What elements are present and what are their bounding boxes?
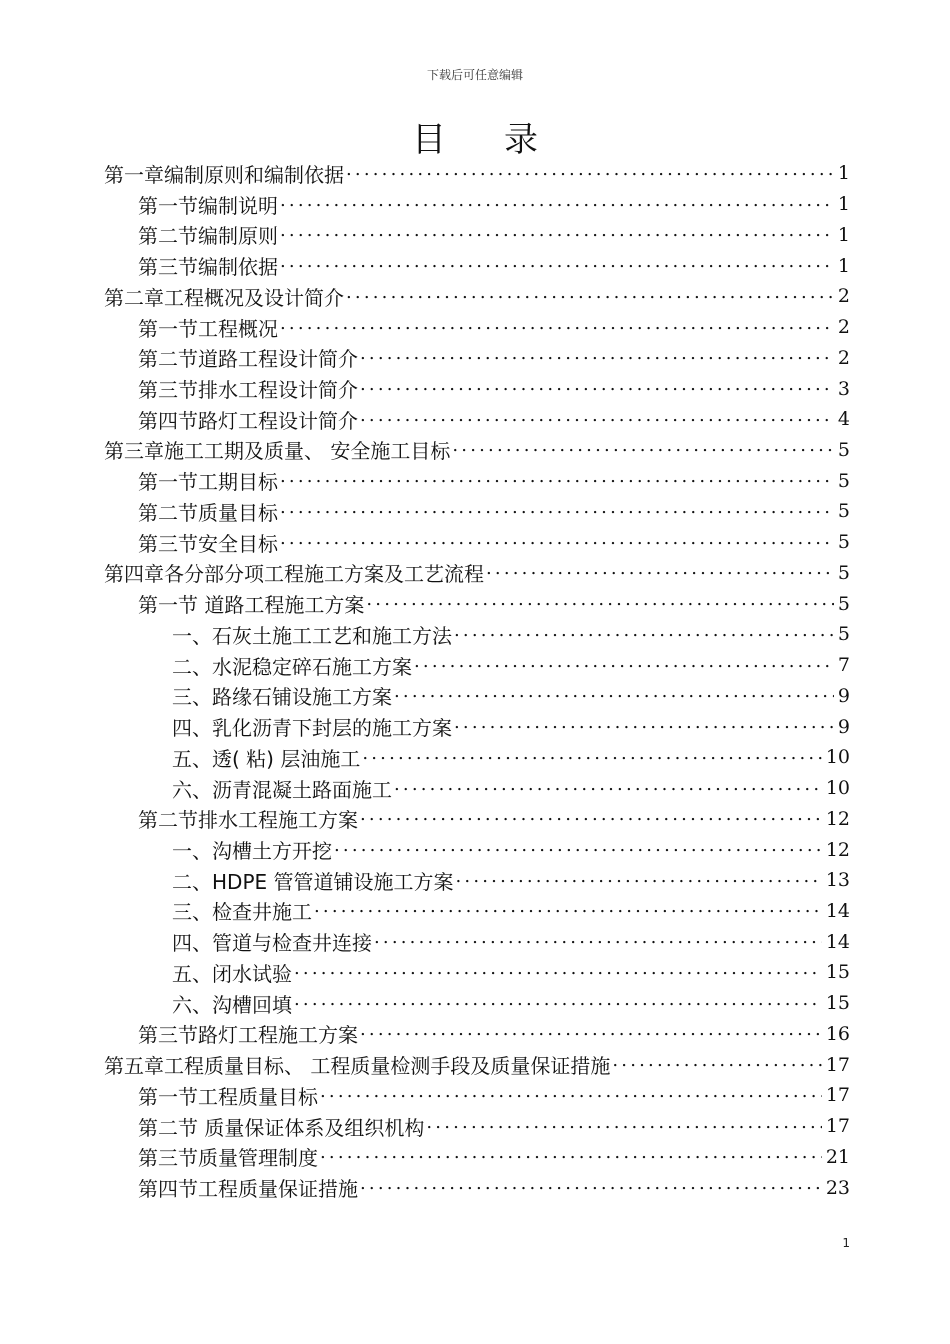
toc-entry-title: 沥青混凝土路面施工 (212, 777, 392, 802)
toc-entry[interactable] (104, 527, 850, 558)
toc-entry[interactable] (104, 926, 850, 957)
toc-entry-page: 12 (825, 807, 850, 830)
toc-dot-leader (292, 989, 822, 1018)
toc-entry-number: 第三章 (104, 439, 164, 464)
toc-entry-page: 2 (837, 316, 850, 339)
toc-entry-title: 沟槽回填 (212, 992, 292, 1017)
toc-entry-number: 第三节 (138, 378, 198, 402)
toc-entry-page: 17 (825, 1053, 850, 1076)
toc-entry-number: 第三节 (138, 1146, 198, 1171)
toc-entry-title: 路灯工程设计简介 (198, 408, 358, 433)
toc-dot-leader (392, 681, 834, 710)
toc-entry[interactable] (104, 219, 850, 250)
toc-entry[interactable] (104, 189, 850, 220)
toc-dot-leader (454, 866, 822, 895)
toc-entry-number: 三、 (172, 900, 212, 925)
toc-dot-leader (358, 405, 834, 434)
toc-entry-page: 5 (837, 623, 850, 646)
toc-dot-leader (318, 1081, 822, 1110)
toc-entry-number: 第一节 (138, 1084, 198, 1109)
page-number: 1 (842, 1236, 850, 1250)
toc-dot-leader (278, 313, 834, 342)
toc-dot-leader (318, 1142, 822, 1171)
toc-entry-title: 水泥稳定碎石施工方案 (212, 654, 412, 679)
toc-entry-number: 五、 (172, 961, 212, 986)
toc-entry-number: 第二节 (138, 347, 198, 372)
toc-dot-leader (344, 159, 834, 188)
toc-entry-page: 2 (837, 285, 850, 308)
toc-entry[interactable] (104, 650, 850, 681)
toc-dot-leader (312, 896, 822, 925)
toc-entry[interactable] (104, 465, 850, 496)
toc-entry-number: 第一节 (138, 193, 198, 218)
toc-dot-leader (278, 528, 834, 557)
toc-entry-title: 施工工期及质量、 安全施工目标 (164, 439, 451, 464)
toc-entry-number: 第三节 (138, 255, 198, 280)
toc-entry[interactable] (104, 619, 850, 650)
toc-entry-title: 乳化沥青下封层的施工方案 (212, 716, 452, 741)
toc-entry-title: 闭水试验 (212, 961, 292, 986)
toc-entry-title: 各分部分项工程施工方案及工艺流程 (164, 562, 484, 587)
toc-entry-title: 管道与检查井连接 (212, 931, 372, 956)
toc-entry-page: 10 (825, 746, 850, 769)
toc-entry[interactable] (104, 1080, 850, 1111)
toc-entry-number: 第二节 (138, 500, 198, 525)
toc-entry-number: 第五章 (104, 1054, 164, 1079)
toc-entry-title: 道路工程设计简介 (198, 347, 358, 372)
toc-dot-leader (278, 220, 834, 249)
toc-entry-page: 4 (837, 408, 850, 431)
toc-entry-title: 工程质量目标 (198, 1084, 318, 1109)
toc-entry-page: 7 (837, 654, 850, 677)
toc-entry-page: 16 (825, 1022, 850, 1045)
toc-entry-title: 编制原则和编制依据 (164, 162, 344, 187)
toc-entry-title: 道路工程施工方案 (198, 593, 365, 618)
toc-entry[interactable] (104, 1111, 850, 1142)
toc-entry-number: 第二节 (138, 224, 198, 249)
toc-entry-title: 检查井施工 (212, 900, 312, 925)
toc-dot-leader (412, 651, 834, 680)
toc-dot-leader (610, 1050, 821, 1079)
toc-entry[interactable] (104, 312, 850, 343)
toc-dot-leader (344, 282, 834, 311)
toc-entry[interactable] (104, 957, 850, 988)
toc-entry-title: 质量目标 (198, 500, 278, 525)
toc-entry-page: 5 (837, 592, 850, 615)
toc-entry[interactable] (104, 558, 850, 589)
toc-entry[interactable] (104, 1019, 850, 1050)
toc-entry[interactable] (104, 158, 850, 189)
toc-entry-page: 9 (837, 715, 850, 738)
toc-entry[interactable] (104, 281, 850, 312)
toc-dot-leader (450, 435, 834, 464)
toc-entry-number: 第四节 (138, 408, 198, 433)
toc-entry-number: 第四节 (138, 1177, 198, 1202)
toc-entry-number: 四、 (172, 716, 212, 741)
toc-entry[interactable] (104, 342, 850, 373)
toc-entry[interactable] (104, 680, 850, 711)
toc-entry-title: 编制依据 (198, 255, 278, 280)
toc-entry-number: 四、 (172, 931, 212, 956)
toc-entry-number: 二、 (172, 869, 212, 894)
toc-entry-number: 第二节 (138, 808, 198, 833)
toc-entry-title: 路灯工程施工方案 (198, 1023, 358, 1048)
toc-entry-page: 17 (825, 1115, 850, 1138)
toc-entry-title: 工程概况 (198, 316, 278, 341)
toc-entry-title: 排水工程施工方案 (198, 808, 358, 833)
toc-entry-title: 工期目标 (198, 470, 278, 495)
toc-dot-leader (358, 804, 822, 833)
toc-entry-number: 第一章 (104, 162, 164, 187)
toc-dot-leader (372, 927, 822, 956)
toc-entry-title: 石灰土施工工艺和施工方法 (212, 623, 452, 648)
toc-entry-title: 路缘石铺设施工方案 (212, 685, 392, 710)
toc-entry-title: 透( 粘) 层油施工 (212, 746, 361, 771)
toc-dot-leader (360, 743, 821, 772)
toc-entry[interactable] (104, 435, 850, 466)
toc-entry-title: 排水工程设计简介 (198, 378, 358, 402)
toc-dot-leader (452, 620, 834, 649)
toc-entry-page: 9 (837, 684, 850, 707)
toc-entry-page: 12 (825, 838, 850, 861)
toc-entry-title: HDPE 管管道铺设施工方案 (212, 869, 454, 894)
toc-entry-page: 13 (825, 869, 850, 892)
toc-dot-leader (278, 190, 834, 219)
toc-entry-page: 15 (825, 961, 850, 984)
toc-dot-leader (364, 589, 834, 618)
toc-entry-title: 编制原则 (198, 224, 278, 249)
toc-entry-page: 17 (825, 1084, 850, 1107)
toc-dot-leader (292, 958, 822, 987)
toc-entry[interactable] (104, 988, 850, 1019)
toc-entry[interactable] (104, 250, 850, 281)
toc-entry-number: 六、 (172, 992, 212, 1017)
toc-entry-page: 5 (837, 438, 850, 461)
toc-entry-page: 14 (825, 899, 850, 922)
toc-entry-page: 3 (837, 377, 850, 400)
toc-entry-number: 第二节 (138, 1115, 205, 1140)
toc-entry-number: 第三节 (138, 1023, 198, 1048)
toc-entry-number: 第一节 (138, 593, 198, 618)
toc-entry-number: 三、 (172, 685, 212, 710)
toc-entry-title: 沟槽土方开挖 (212, 839, 332, 864)
toc-entry-number: 六、 (172, 777, 212, 802)
toc-dot-leader (392, 774, 822, 803)
toc-entry-page: 5 (837, 500, 850, 523)
toc-entry-number: 一、 (172, 623, 212, 648)
toc-entry[interactable] (104, 803, 850, 834)
toc-dot-leader (424, 1112, 821, 1141)
toc-entry-page: 1 (837, 193, 850, 216)
toc-entry[interactable] (104, 896, 850, 927)
toc-entry[interactable] (104, 834, 850, 865)
toc-entry-title: 编制说明 (198, 193, 278, 218)
toc-entry[interactable] (104, 711, 850, 742)
toc-entry-number: 第一节 (138, 470, 198, 495)
toc-dot-leader (484, 558, 834, 587)
toc-entry-page: 5 (837, 561, 850, 584)
toc-entry-page: 1 (837, 162, 850, 185)
toc-entry-number: 第四章 (104, 562, 164, 587)
toc-entry-number: 第三节 (138, 531, 198, 556)
toc-entry-page: 1 (837, 223, 850, 246)
toc-entry[interactable] (104, 773, 850, 804)
toc-entry-page: 14 (825, 930, 850, 953)
toc-entry-page: 23 (825, 1176, 850, 1199)
toc-entry-number: 二、 (172, 654, 212, 679)
toc-entry-title: 质量管理制度 (198, 1146, 318, 1171)
toc-entry[interactable] (104, 865, 850, 896)
toc-entry[interactable] (104, 742, 850, 773)
toc-entry[interactable] (104, 1049, 850, 1080)
toc-entry-page: 21 (825, 1145, 850, 1168)
toc-dot-leader (358, 1019, 822, 1048)
toc-entry[interactable] (104, 1142, 850, 1173)
toc-entry-title: 安全目标 (198, 531, 278, 556)
toc-entry-number: 五、 (172, 746, 212, 771)
toc-entry[interactable] (104, 496, 850, 527)
toc-entry-page: 5 (837, 531, 850, 554)
toc-dot-leader (278, 497, 834, 526)
toc-dot-leader (358, 1173, 822, 1202)
toc-dot-leader (358, 374, 834, 403)
toc-entry-number: 一、 (172, 839, 212, 864)
toc-entry-title: 质量保证体系及组织机构 (204, 1115, 425, 1140)
page-header: 下载后可任意编辑 (426, 68, 523, 82)
toc-entry-page: 15 (825, 992, 850, 1015)
toc-entry-page: 5 (837, 469, 850, 492)
toc-entry-title: 工程质量保证措施 (198, 1177, 358, 1202)
toc-dot-leader (278, 466, 834, 495)
toc-dot-leader (452, 712, 834, 741)
toc-entry-page: 1 (837, 254, 850, 277)
toc-entry-title: 工程概况及设计简介 (164, 285, 344, 310)
toc-entry-number: 第二章 (104, 285, 164, 310)
toc-entry[interactable] (104, 373, 850, 404)
toc-entry-page: 10 (825, 777, 850, 800)
table-of-contents (104, 158, 850, 1203)
toc-entry[interactable] (104, 404, 850, 435)
toc-entry[interactable] (104, 1172, 850, 1203)
toc-title: 目录 (412, 120, 596, 160)
toc-dot-leader (358, 343, 834, 372)
toc-entry-number: 第一节 (138, 316, 198, 341)
toc-dot-leader (332, 835, 822, 864)
toc-entry-title: 工程质量目标、 工程质量检测手段及质量保证措施 (164, 1054, 611, 1079)
toc-dot-leader (278, 251, 834, 280)
toc-entry-page: 2 (837, 346, 850, 369)
toc-entry[interactable] (104, 588, 850, 619)
